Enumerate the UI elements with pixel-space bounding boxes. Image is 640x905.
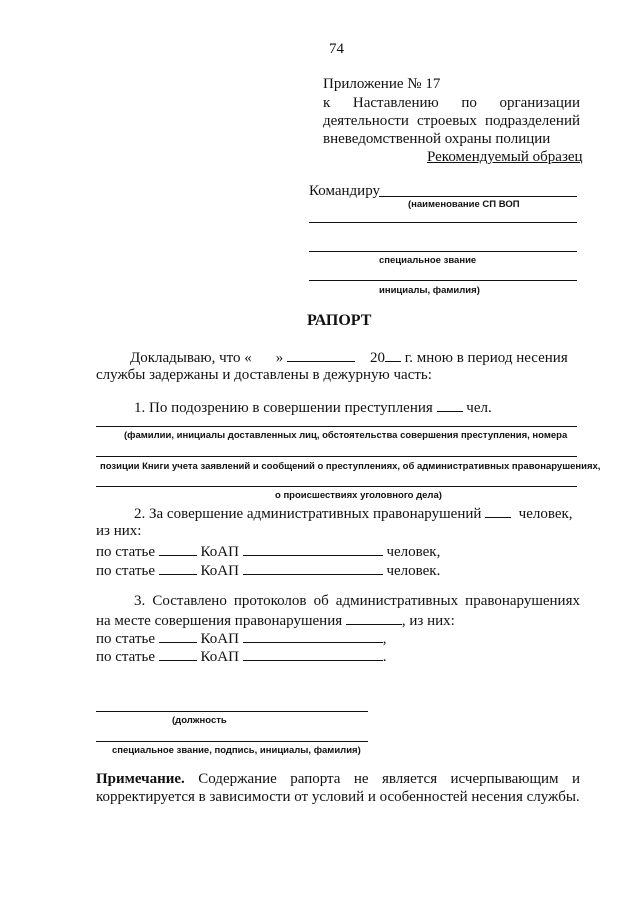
item2-count-blank-2[interactable]: [243, 560, 383, 575]
item1-line-1: [96, 426, 577, 427]
item3-row-2: по статье КоАП .: [96, 646, 386, 666]
item1-line-2: [96, 456, 577, 457]
recommended-sample: Рекомендуемый образец: [427, 149, 583, 165]
item2-count-blank-1[interactable]: [243, 541, 383, 556]
appendix-line-3: деятельности строевых подразделений: [323, 113, 580, 129]
intro-line-1: Докладываю, что « » 20 г. мною в период несения: [130, 347, 568, 367]
item2-article-blank-2[interactable]: [159, 560, 197, 575]
item3-count-blank[interactable]: [346, 610, 402, 625]
caption-position: (должность: [172, 715, 227, 726]
month-blank[interactable]: [287, 347, 355, 362]
item2-count-blank[interactable]: [485, 503, 511, 518]
item1-caption-2: позиции Книги учета заявлений и сообщений о преступлениях, об административных правонарушениях,: [100, 461, 601, 472]
item1-caption-3: о происшествиях уголовного дела): [275, 490, 442, 501]
item1-caption-1: (фамилии, инициалы доставленных лиц, обстоятельства совершения преступления, номера: [124, 430, 568, 441]
item2-line: 2. За совершение административных правонарушений человек,: [134, 503, 573, 523]
item1-line: 1. По подозрению в совершении преступления чел.: [134, 397, 492, 417]
note-line-1: Примечание. Содержание рапорта не является исчерпывающим и: [96, 771, 580, 787]
addressee-line-1: [379, 196, 577, 197]
caption-initials-surname: инициалы, фамилия): [379, 285, 480, 296]
appendix-line-1: Приложение № 17: [323, 76, 441, 92]
appendix-line-2: к Наставлению по организации: [323, 95, 580, 111]
item3-line-1: 3. Составлено протоколов об административных правонарушениях: [134, 593, 580, 609]
item3-article-blank-2[interactable]: [159, 646, 197, 661]
caption-unit-name: (наименование СП ВОП: [408, 199, 520, 210]
item3-row-1: по статье КоАП ,: [96, 628, 386, 648]
addressee-line-2: [309, 222, 577, 223]
item1-line-3: [96, 486, 577, 487]
note-line-2: корректируется в зависимости от условий и особенностей несения службы.: [96, 789, 580, 805]
item2-article-blank-1[interactable]: [159, 541, 197, 556]
item3-count-blank-1[interactable]: [243, 628, 383, 643]
page-number: 74: [329, 41, 344, 57]
intro-line-2: службы задержаны и доставлены в дежурную часть:: [96, 367, 432, 383]
signature-line-2: [96, 741, 368, 742]
caption-signature-details: специальное звание, подпись, инициалы, фамилия): [112, 745, 361, 756]
item2-row-1: по статье КоАП человек,: [96, 541, 440, 561]
item1-count-blank[interactable]: [437, 397, 463, 412]
appendix-line-4: вневедомственной охраны полиции: [323, 131, 551, 147]
item2-of-them: из них:: [96, 523, 142, 539]
item3-article-blank-1[interactable]: [159, 628, 197, 643]
addressee-line-4: [309, 280, 577, 281]
item3-line-2: на месте совершения правонарушения , из них:: [96, 610, 455, 630]
document-title: РАПОРТ: [307, 312, 372, 329]
item3-count-blank-2[interactable]: [243, 646, 383, 661]
note-label: Примечание.: [96, 771, 185, 787]
addressee-line-3: [309, 251, 577, 252]
item2-row-2: по статье КоАП человек.: [96, 560, 440, 580]
addressee-to: Командиру: [309, 183, 381, 199]
caption-special-rank: специальное звание: [379, 255, 477, 266]
signature-line-1: [96, 711, 368, 712]
year-blank[interactable]: [385, 347, 401, 362]
